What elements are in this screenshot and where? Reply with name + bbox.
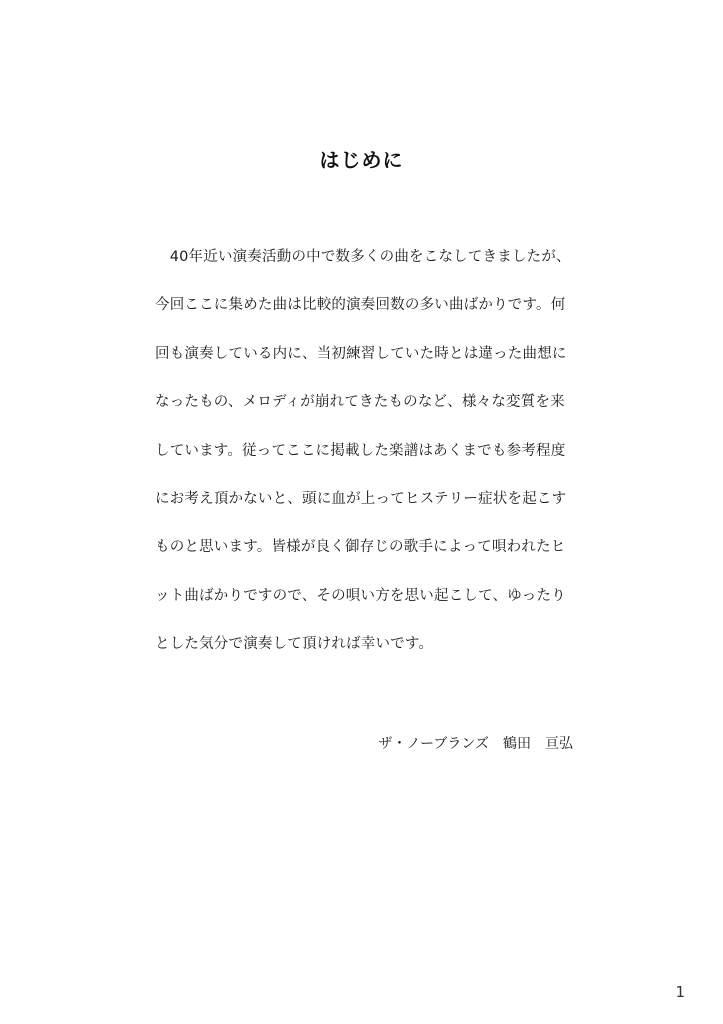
paragraph-line: 今回ここに集めた曲は比較的演奏回数の多い曲ばかりです。何 [155,297,566,314]
paragraph-line: にお考え頂かないと、頭に血が上ってヒステリー症状を起こす [155,490,567,507]
author-signature: ザ・ノーブランズ 鶴田 亘弘 [378,736,573,752]
page-title: はじめに [319,148,404,172]
paragraph-line: しています。従ってここに掲載した楽譜はあくまでも参考程度 [155,442,566,459]
paragraph-line: 回も演奏している内に、当初練習していた時とは違った曲想に [155,345,567,362]
paragraph-line: なったもの、メロディが崩れてきたものなど、様々な変質を来 [155,394,565,411]
body-paragraph [155,243,585,679]
paragraph-line: ット曲ばかりですので、その唄い方を思い起こして、ゆったり [155,587,566,604]
paragraph-line: 40年近い演奏活動の中で数多くの曲をこなしてきましたが、 [155,249,571,265]
paragraph-line: ものと思います。皆様が良く御存じの歌手によって唄われたヒ [155,539,566,556]
page-number: 1 [675,983,685,1001]
paragraph-line: とした気分で演奏して頂ければ幸いです。 [155,636,434,653]
